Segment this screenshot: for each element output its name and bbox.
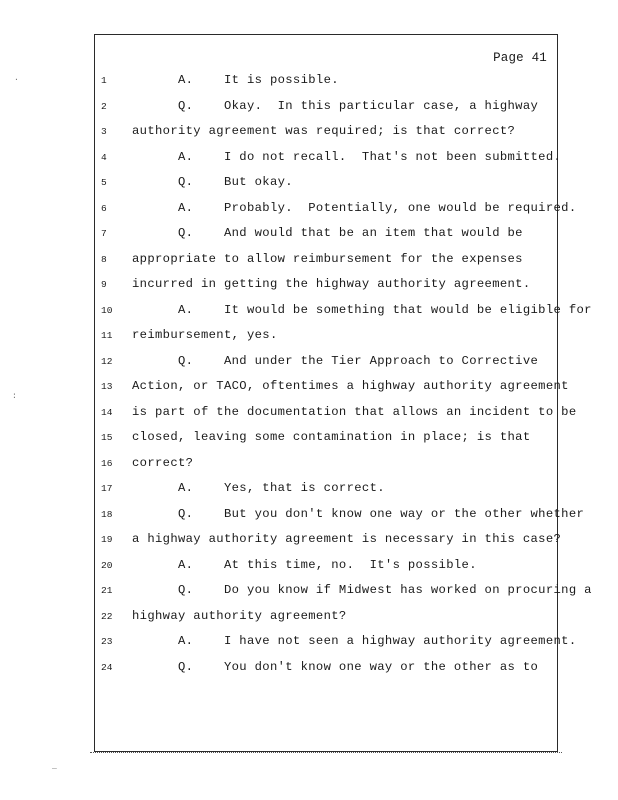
line-text: is part of the documentation that allows an incident to be [132, 404, 577, 419]
transcript-line [95, 328, 557, 344]
line-text: appropriate to allow reimbursement for the expenses [132, 251, 523, 266]
transcript-line [95, 73, 557, 89]
line-text: Q. But you don't know one way or the other whether [132, 506, 585, 521]
transcript-line [95, 558, 557, 574]
transcript-line [95, 456, 557, 472]
scan-speck: : [12, 392, 17, 401]
transcript-line [95, 430, 557, 446]
line-text: Q. You don't know one way or the other as to [132, 659, 539, 674]
line-text: A. It would be something that would be eligible for [132, 302, 592, 317]
line-number: 14 [101, 406, 113, 418]
line-number: 23 [101, 636, 113, 647]
line-number: 18 [101, 508, 113, 520]
transcript-line [95, 302, 592, 319]
transcript-line [95, 99, 557, 115]
transcript-line [95, 226, 557, 242]
line-number: 7 [101, 228, 107, 239]
line-number: 1 [101, 75, 107, 86]
transcript-line [95, 532, 562, 548]
line-text: Q. But okay. [132, 175, 293, 189]
page-edge-divider [90, 752, 562, 754]
line-number: 8 [101, 253, 107, 265]
line-number: 22 [101, 610, 113, 622]
line-number: 13 [101, 381, 113, 392]
line-text: highway authority agreement? [132, 608, 347, 623]
scan-speck: . [14, 74, 19, 83]
line-text: A. Yes, that is correct. [132, 481, 385, 495]
transcript-line [95, 583, 592, 599]
line-number: 10 [101, 304, 113, 316]
line-number: 20 [101, 559, 113, 571]
transcript-line [95, 506, 585, 523]
line-text: Q. And would that be an item that would be [132, 226, 523, 240]
transcript-line [95, 379, 569, 395]
transcript-page [94, 34, 592, 752]
transcript-line [95, 277, 557, 293]
line-text: Q. Do you know if Midwest has worked on procuring a [132, 583, 592, 597]
line-text: a highway authority agreement is necessary in this case? [132, 532, 562, 546]
transcript-line [95, 634, 577, 650]
transcript-line [95, 404, 577, 421]
line-text: correct? [132, 455, 194, 470]
line-number: 2 [101, 100, 107, 112]
line-text: A. Probably. Potentially, one would be required. [132, 200, 577, 215]
line-number: 24 [101, 661, 113, 673]
line-number: 9 [101, 279, 107, 290]
line-text: authority agreement was required; is that correct? [132, 124, 516, 138]
line-number: 21 [101, 585, 113, 596]
line-number: 15 [101, 432, 113, 443]
line-text: reimbursement, yes. [132, 328, 278, 342]
transcript-line [95, 200, 577, 217]
line-number: 16 [101, 457, 113, 469]
transcript-line [95, 354, 557, 370]
line-number: 17 [101, 483, 113, 494]
line-text: Q. Okay. In this particular case, a highway [132, 98, 539, 113]
line-number: 3 [101, 126, 107, 137]
transcript-line [95, 175, 557, 191]
line-text: A. I have not seen a highway authority agreement. [132, 634, 577, 648]
line-text: A. I do not recall. That's not been submitted. [132, 149, 562, 164]
line-text: Action, or TACO, oftentimes a highway authority agreement [132, 379, 569, 393]
line-text: incurred in getting the highway authority agreement. [132, 277, 531, 291]
page-number: Page 41 [493, 51, 547, 65]
line-number: 5 [101, 177, 107, 188]
transcript-line [95, 481, 557, 497]
line-number: 19 [101, 534, 113, 545]
line-number: 4 [101, 151, 107, 163]
line-number: 11 [101, 330, 113, 341]
line-number: 6 [101, 202, 107, 214]
transcript-line [95, 149, 562, 166]
transcript-line [95, 252, 557, 268]
transcript-line [95, 660, 557, 676]
line-number: 12 [101, 355, 113, 367]
line-text: A. It is possible. [132, 73, 339, 87]
transcript-line [95, 609, 557, 625]
scan-speck: _ [52, 762, 57, 771]
transcript-line [95, 124, 557, 140]
line-text: A. At this time, no. It's possible. [132, 557, 477, 572]
line-text: Q. And under the Tier Approach to Corrective [132, 353, 539, 368]
line-text: closed, leaving some contamination in place; is that [132, 430, 531, 444]
